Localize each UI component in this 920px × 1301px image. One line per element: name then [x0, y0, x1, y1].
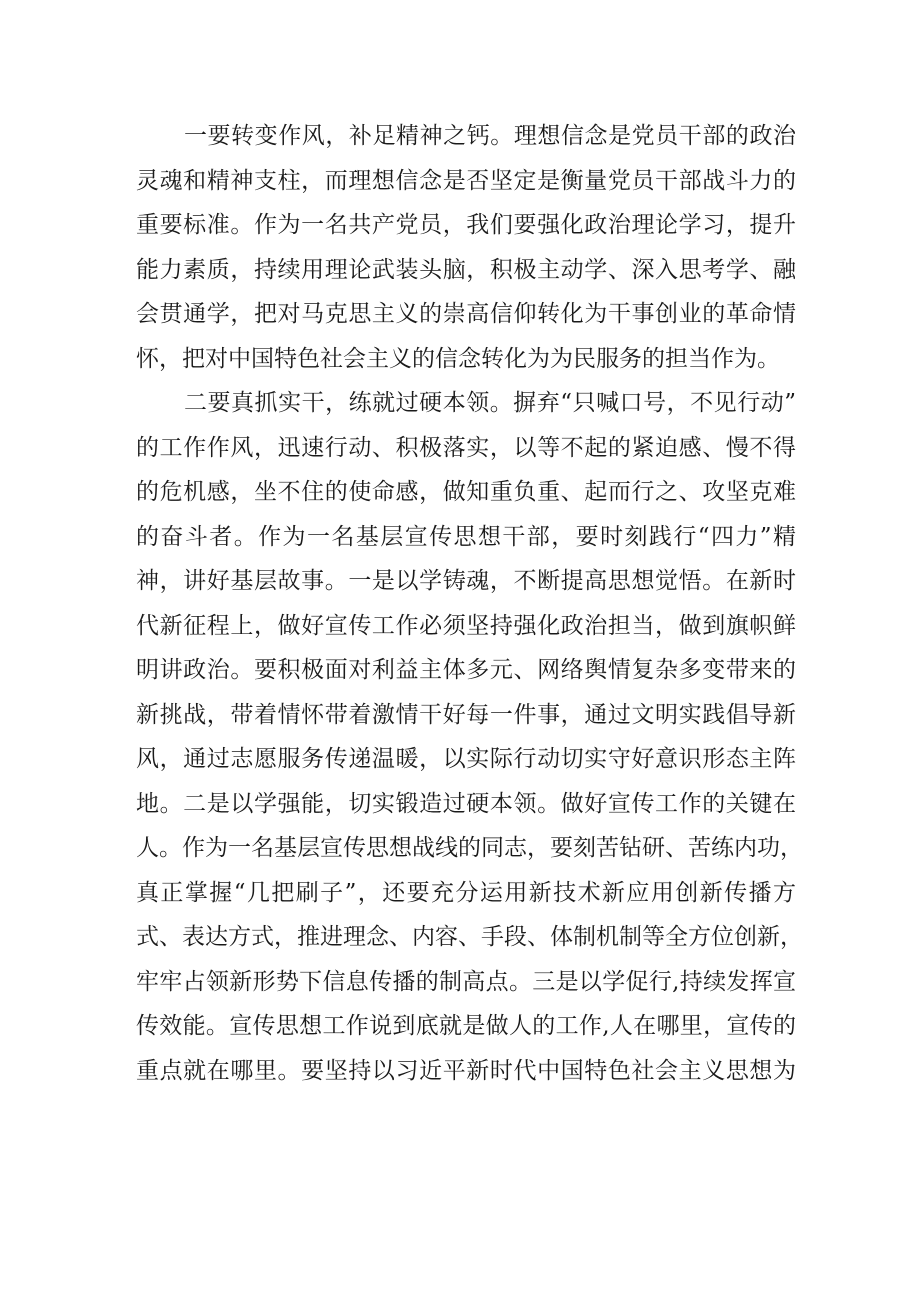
- paragraph-1: [136, 114, 796, 381]
- text-line: 能力素质，持续用理论武装头脑，积极主动学、深入思考学、融: [136, 256, 796, 283]
- text-line: 明讲政治。要积极面对利益主体多元、网络舆情复杂多变带来的: [136, 657, 796, 683]
- text-line: 的奋斗者。作为一名基层宣传思想干部，要时刻践行“四力”精: [136, 523, 796, 550]
- text-line: 的危机感，坐不住的使命感，做知重负重、起而行之、攻坚克难: [136, 479, 796, 505]
- text-line: 灵魂和精神支柱，而理想信念是否坚定是衡量党员干部战斗力的: [136, 167, 796, 194]
- text-line: 二要真抓实干，练就过硬本领。摒弃“只喊口号，不见行动”: [184, 390, 796, 416]
- text-line: 人。作为一名基层宣传思想战线的同志，要刻苦钻研、苦练内功，: [136, 835, 803, 861]
- text-line: 新挑战，带着情怀带着激情干好每一件事，通过文明实践倡导新: [136, 701, 796, 728]
- text-line: 一要转变作风，补足精神之钙。理想信念是党员干部的政治: [184, 123, 796, 149]
- text-line: 传效能。宣传思想工作说到底就是做人的工作,人在哪里，宣传的: [136, 1013, 796, 1039]
- body-text: [136, 114, 803, 1093]
- text-line: 风，通过志愿服务传递温暖，以实际行动切实守好意识形态主阵: [136, 746, 796, 772]
- text-line: 地。二是以学强能，切实锻造过硬本领。做好宣传工作的关键在: [136, 790, 796, 817]
- text-line: 重点就在哪里。要坚持以习近平新时代中国特色社会主义思想为: [136, 1057, 796, 1084]
- paragraph-2: [136, 381, 803, 1093]
- text-line: 神，讲好基层故事。一是以学铸魂，不断提高思想觉悟。在新时: [136, 568, 796, 594]
- text-line: 会贯通学，把对马克思主义的崇高信仰转化为干事创业的革命情: [136, 301, 796, 327]
- text-line: 代新征程上，做好宣传工作必须坚持强化政治担当，做到旗帜鲜: [136, 612, 796, 639]
- text-line: 牢牢占领新形势下信息传播的制高点。三是以学促行,持续发挥宣: [136, 968, 796, 995]
- text-line: 重要标准。作为一名共产党员，我们要强化政治理论学习，提升: [136, 212, 796, 238]
- text-line: 的工作作风，迅速行动、积极落实，以等不起的紧迫感、慢不得: [136, 434, 796, 461]
- text-line: 真正掌握“几把刷子”，还要充分运用新技术新应用创新传播方: [136, 879, 796, 906]
- text-line: 怀，把对中国特色社会主义的信念转化为为民服务的担当作为。: [136, 345, 780, 372]
- text-line: 式、表达方式，推进理念、内容、手段、体制机制等全方位创新，: [136, 924, 803, 950]
